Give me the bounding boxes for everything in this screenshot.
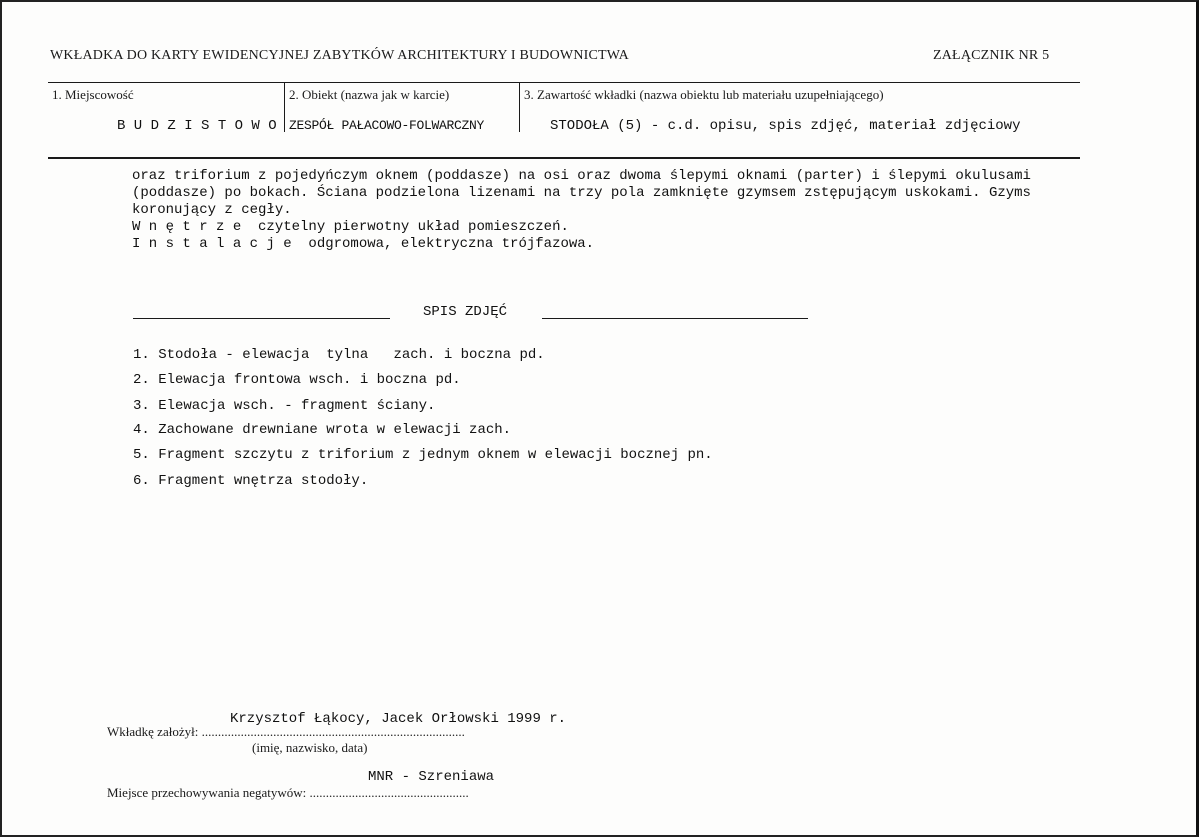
storage-value: MNR - Szreniawa: [368, 769, 495, 785]
table-bottom-rule: [48, 157, 1080, 159]
author-label: Wkładkę założył:: [107, 724, 202, 739]
storage-label: Miejsce przechowywania negatywów:: [107, 785, 310, 800]
description-line-1: oraz triforium z pojedyńczym oknem (poddasze) na osi oraz dwoma ślepymi oknami (parter) i ślepymi okulusami: [132, 168, 1031, 184]
content-label: 3. Zawartość wkładki (nazwa obiektu lub materiału uzupełniającego): [524, 87, 884, 102]
description-line-5: I n s t a l a c j e odgromowa, elektryczna trójfazowa.: [132, 236, 595, 252]
description-line-2: (poddasze) po bokach. Ściana podzielona lizenami na trzy pola zamknięte gzymsem zstępującym uskokami. Gzyms: [132, 185, 1031, 201]
photo-item-4: 4. Zachowane drewniane wrota w elewacji zach.: [133, 422, 512, 438]
table-top-rule: [48, 82, 1080, 83]
heading-rule-left: [133, 318, 390, 319]
heading-rule-right: [542, 318, 808, 319]
locality-label: 1. Miejscowość: [52, 87, 134, 102]
author-field: [107, 724, 465, 740]
annex-number: ZAŁĄCZNIK NR 5: [933, 48, 1050, 63]
storage-dotted-line: .................................................: [309, 785, 469, 800]
object-label: 2. Obiekt (nazwa jak w karcie): [289, 87, 450, 102]
photo-item-2: 2. Elewacja frontowa wsch. i boczna pd.: [133, 372, 461, 388]
storage-field: [107, 785, 469, 801]
author-dotted-line: .................................................................................: [201, 724, 465, 739]
table-divider-1: [284, 82, 285, 132]
photo-item-1: 1. Stodoła - elewacja tylna zach. i boczna pd.: [133, 347, 545, 363]
content-value: STODOŁA (5) - c.d. opisu, spis zdjęć, materiał zdjęciowy: [550, 118, 1021, 134]
table-divider-2: [519, 82, 520, 132]
author-hint: (imię, nazwisko, data): [252, 740, 368, 755]
photo-item-6: 6. Fragment wnętrza stodoły.: [133, 473, 369, 489]
object-value: ZESPÓŁ PAŁACOWO-FOLWARCZNY: [289, 118, 485, 133]
photo-item-5: 5. Fragment szczytu z triforium z jednym oknem w elewacji bocznej pn.: [133, 447, 713, 463]
locality-value: B U D Z I S T O W O: [117, 118, 277, 134]
description-line-3: koronujący z cegły.: [132, 202, 292, 218]
description-line-4: W n ę t r z e czytelny pierwotny układ pomieszczeń.: [132, 219, 569, 235]
photo-list-heading: SPIS ZDJĘĆ: [423, 304, 508, 320]
author-value: Krzysztof Łąkocy, Jacek Orłowski 1999 r.: [230, 711, 567, 727]
photo-item-3: 3. Elewacja wsch. - fragment ściany.: [133, 398, 436, 414]
form-title: WKŁADKA DO KARTY EWIDENCYJNEJ ZABYTKÓW ARCHITEKTURY I BUDOWNICTWA: [50, 48, 629, 63]
